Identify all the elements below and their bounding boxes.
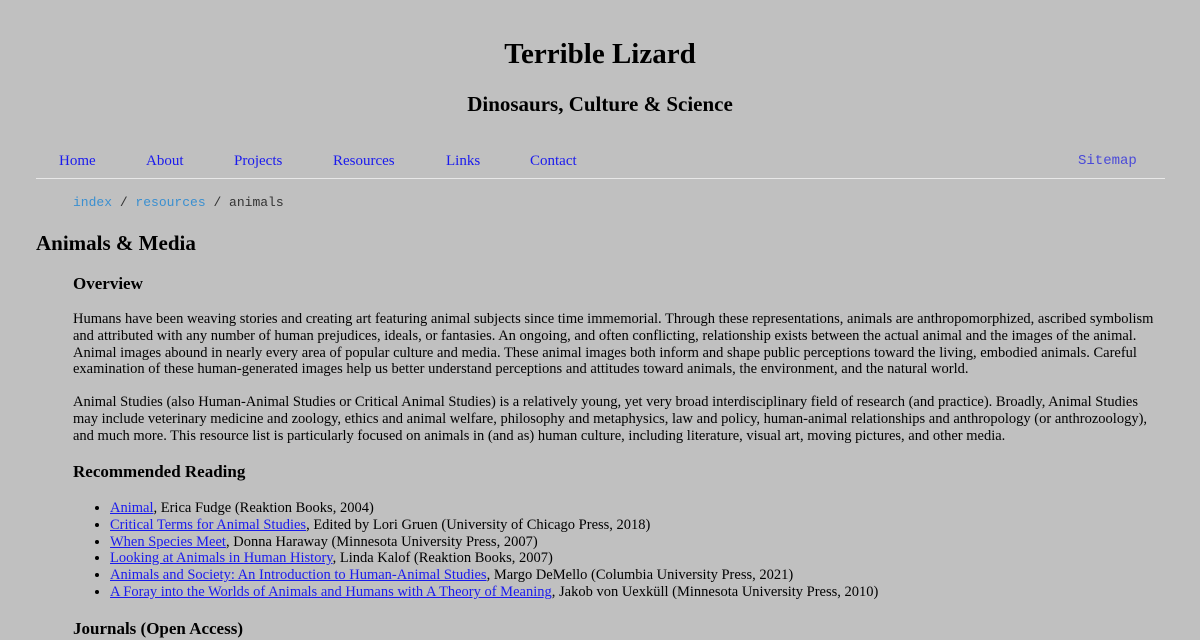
nav-projects-link[interactable]: Projects — [234, 153, 283, 169]
book-details: , Jakob von Uexküll (Minnesota University Press, 2010) — [551, 583, 879, 600]
book-link[interactable]: Looking at Animals in Human History — [110, 550, 333, 567]
nav-contact-link[interactable]: Contact — [530, 153, 577, 169]
list-item — [110, 534, 878, 551]
breadcrumb-separator: / — [112, 195, 136, 210]
book-link[interactable]: A Foray into the Worlds of Animals and Humans with A Theory of Meaning — [110, 583, 552, 600]
nav-about-link[interactable]: About — [146, 153, 184, 169]
breadcrumb — [73, 195, 284, 211]
nav-resources-link[interactable]: Resources — [333, 153, 395, 169]
list-item — [110, 567, 878, 584]
book-link[interactable]: Animals and Society: An Introduction to Human-Animal Studies — [110, 567, 487, 584]
overview-heading: Overview — [73, 274, 143, 293]
page-title: Animals & Media — [36, 231, 196, 255]
main-nav — [36, 150, 1165, 179]
journals-heading: Journals (Open Access) — [73, 619, 243, 638]
list-item — [110, 584, 878, 601]
overview-paragraph-2: Animal Studies (also Human-Animal Studies or Critical Animal Studies) is a relatively young, yet very broad interdisciplinary field of research (and practice). Broadly, Animal Studies may include veterinary medicine and zoology, ethics and animal welfare, philosophy and metaphysics, law and policy, human-animal relationships and anthropology (or anthrozoology), and much more. This resource list is particularly focused on animals in (and as) human culture, including literature, visual art, moving pictures, and other media. — [73, 394, 1148, 444]
list-item — [110, 500, 878, 517]
book-details: , Margo DeMello (Columbia University Press, 2021) — [486, 567, 794, 584]
breadcrumb-index-link[interactable]: index — [73, 195, 113, 210]
site-subtitle: Dinosaurs, Culture & Science — [467, 92, 733, 116]
reading-list — [73, 500, 878, 601]
book-link[interactable]: Critical Terms for Animal Studies — [110, 516, 307, 533]
nav-links-link[interactable]: Links — [446, 153, 481, 169]
book-details: , Erica Fudge (Reaktion Books, 2004) — [153, 500, 374, 516]
breadcrumb-separator: / — [205, 195, 230, 210]
breadcrumb-resources-link[interactable]: resources — [135, 195, 206, 210]
nav-sitemap-link[interactable]: Sitemap — [1078, 153, 1137, 169]
overview-paragraph-1: Humans have been weaving stories and creating art featuring animal subjects since time immemorial. Through these representations, animals are anthropomorphized, ascribed symbolism and attributed with any number of human prejudices, ideals, or fantasies. An ongoing, and often conflicting, relationship exists between the actual animal and the images of the animal. Animal images abound in nearly every area of popular culture and media. These animal images both inform and shape public perceptions toward the living, embodied animals. Careful examination of these human-generated images help us better understand perceptions and attitudes toward animals, the environment, and the natural world. — [73, 311, 1154, 378]
list-item — [110, 550, 878, 567]
book-details: , Donna Haraway (Minnesota University Press, 2007) — [225, 533, 538, 550]
breadcrumb-current: animals — [229, 195, 284, 210]
book-link[interactable]: When Species Meet — [110, 533, 226, 550]
book-details: , Linda Kalof (Reaktion Books, 2007) — [332, 550, 553, 567]
book-details: , Edited by Lori Gruen (University of Chicago Press, 2018) — [306, 516, 651, 533]
recommended-reading-heading: Recommended Reading — [73, 462, 246, 481]
nav-home-link[interactable]: Home — [59, 153, 96, 169]
site-title: Terrible Lizard — [504, 38, 696, 70]
list-item — [110, 517, 878, 534]
book-link[interactable]: Animal — [110, 500, 154, 516]
